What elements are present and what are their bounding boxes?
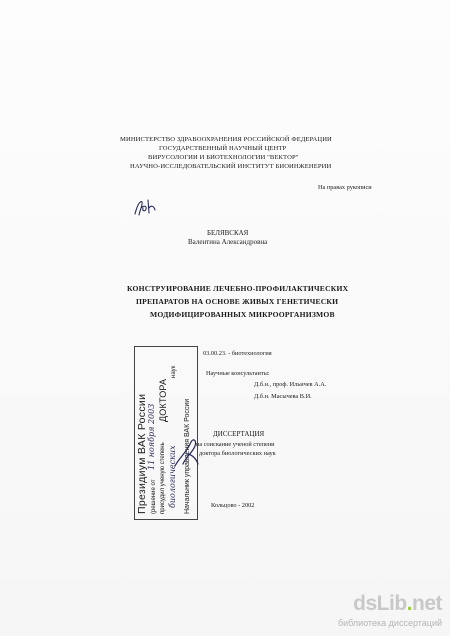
stamp-awarded-label: присудил ученую степень <box>160 442 166 514</box>
margin-signature-icon <box>132 196 158 218</box>
stamp-decision-date: 11 ноября 2003 <box>147 403 156 470</box>
author-surname: БЕЛЯВСКАЯ <box>207 229 249 237</box>
stamp-field-handwritten: биологических <box>168 445 177 508</box>
thesis-title-line-3: МОДИФИЦИРОВАННЫХ МИКРООРГАНИЗМОВ <box>150 310 335 319</box>
stamp-head-of-department: Начальник управления ВАК России <box>184 398 191 514</box>
dslib-logo: dsLib.net <box>353 592 442 615</box>
org-line-ministry: МИНИСТЕРСТВО ЗДРАВООХРАНЕНИЯ РОССИЙСКОЙ ФЕДЕРАЦИИ <box>120 136 332 143</box>
org-line-virology: ВИРУСОЛОГИИ И БИОТЕХНОЛОГИИ "ВЕКТОР" <box>148 154 299 161</box>
consultants-label: Научные консультанты: <box>206 370 270 377</box>
stamp-signature-icon <box>169 432 203 472</box>
thesis-title-line-1: КОНСТРУИРОВАНИЕ ЛЕЧЕБНО-ПРОФИЛАКТИЧЕСКИХ <box>127 284 349 293</box>
dissertation-degree-line-2: доктора биологических наук <box>199 450 276 457</box>
author-full-name: Валентина Александровна <box>188 238 268 246</box>
stamp-field-suffix: наук <box>171 365 177 378</box>
org-line-institute: НАУЧНО-ИССЛЕДОВАТЕЛЬСКИЙ ИНСТИТУТ БИОИНЖЕНЕРИИ <box>130 163 332 170</box>
dslib-subtitle: библиотека диссертаций <box>337 618 442 628</box>
stamp-decision-label: (решение от <box>151 479 157 514</box>
org-line-center: ГОСУДАРСТВЕННЫЙ НАУЧНЫЙ ЦЕНТР <box>159 145 287 152</box>
dissertation-degree-line-1: на соискание ученой степени <box>196 441 275 448</box>
specialty-code: 03.00.23. - биотехнология <box>203 350 272 357</box>
dissertation-heading: ДИССЕРТАЦИЯ <box>213 430 265 438</box>
consultant-1: Д.б.н., проф. Ильичев А.А. <box>254 381 327 388</box>
thesis-title-line-2: ПРЕПАРАТОВ НА ОСНОВЕ ЖИВЫХ ГЕНЕТИЧЕСКИ <box>136 297 339 306</box>
stamp-presidium: Президиум ВАК России <box>136 393 148 514</box>
rights-note: На правах рукописи <box>318 184 372 191</box>
place-year: Кольцово - 2002 <box>211 502 255 509</box>
dslib-watermark <box>326 592 446 632</box>
stamp-degree-doctor: ДОКТОРА <box>158 378 168 422</box>
consultant-2: Д.б.н. Масычева В.И. <box>254 393 312 400</box>
